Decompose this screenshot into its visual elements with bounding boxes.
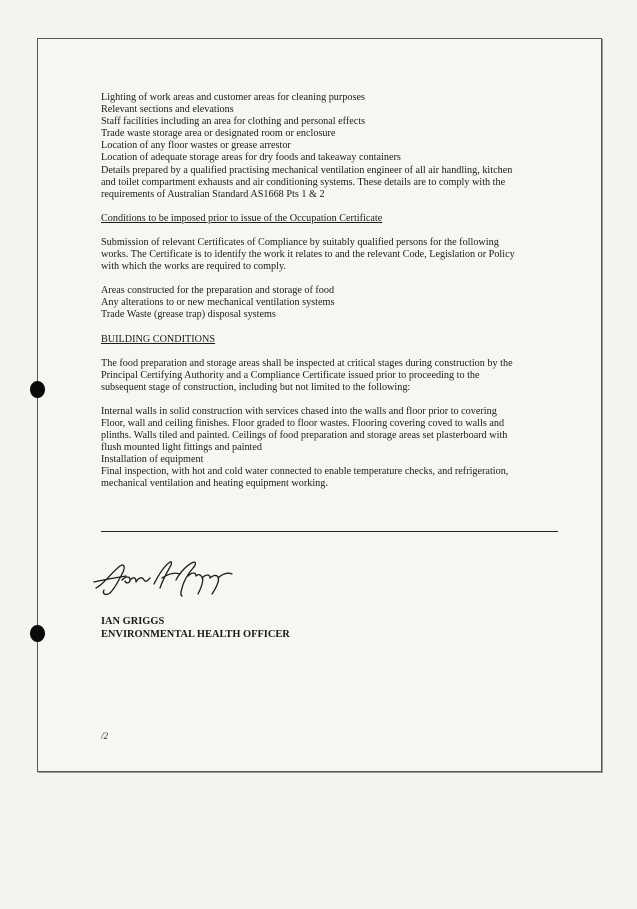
works-list: [101, 285, 558, 321]
paragraph-line: subsequent stage of construction, including but not limited to the following:: [101, 381, 411, 393]
paragraph-line: Principal Certifying Authority and a Compliance Certificate issued prior to proceeding to the: [101, 369, 480, 381]
list-item: Areas constructed for the preparation and storage of food: [101, 285, 335, 297]
submission-paragraph: [101, 237, 558, 273]
paragraph-line: Details prepared by a qualified practising mechanical ventilation engineer of all air handling, kitchen: [101, 164, 513, 176]
paragraph-line: and toilet compartment exhausts and air conditioning systems. These details are to comply with the: [101, 176, 506, 188]
list-item: Relevant sections and elevations: [101, 104, 234, 116]
list-item: Trade Waste (grease trap) disposal systems: [101, 309, 276, 321]
occupation-certificate-heading: Conditions to be imposed prior to issue of the Occupation Certificate: [101, 212, 383, 224]
ventilation-paragraph: [101, 165, 558, 201]
list-item: Internal walls in solid construction with services chased into the walls and floor prior to covering: [101, 405, 497, 417]
signature-block: [101, 615, 290, 642]
page-number: /2: [101, 731, 109, 741]
list-item: Staff facilities including an area for clothing and personal effects: [101, 116, 366, 128]
list-item: Floor, wall and ceiling finishes. Floor graded to floor wastes. Flooring covering coved to walls and: [101, 417, 505, 429]
list-item: Final inspection, with hot and cold water connected to enable temperature checks, and refrigeration,: [101, 466, 509, 478]
requirements-list: [101, 92, 558, 165]
building-conditions-heading: BUILDING CONDITIONS: [101, 333, 216, 345]
list-item: Location of any floor wastes or grease arrestor: [101, 140, 291, 152]
document-body: [101, 92, 558, 491]
paragraph-line: works. The Certificate is to identify the work it relates to and the relevant Code, Legislation or Policy: [101, 249, 515, 261]
punch-hole: [30, 625, 45, 642]
inspection-stages: [101, 406, 558, 491]
paragraph-line: with which the works are required to comply.: [101, 261, 286, 273]
handwritten-signature: [92, 558, 242, 598]
signatory-name: IAN GRIGGS: [101, 616, 165, 627]
punch-hole: [30, 381, 45, 398]
inspection-paragraph: [101, 358, 558, 394]
list-item: Any alterations to or new mechanical ventilation systems: [101, 297, 335, 309]
list-item: flush mounted light fittings and painted: [101, 442, 263, 454]
paragraph-line: The food preparation and storage areas shall be inspected at critical stages during construction by the: [101, 357, 513, 369]
list-item: Trade waste storage area or designated room or enclosure: [101, 128, 336, 140]
list-item: mechanical ventilation and heating equipment working.: [101, 478, 328, 490]
paragraph-line: Submission of relevant Certificates of Compliance by suitably qualified persons for the following: [101, 236, 499, 248]
list-item: Location of adequate storage areas for dry foods and takeaway containers: [101, 152, 401, 164]
list-item: Lighting of work areas and customer areas for cleaning purposes: [101, 92, 365, 103]
divider-rule: [101, 531, 558, 532]
signatory-title: ENVIRONMENTAL HEALTH OFFICER: [101, 629, 290, 641]
list-item: Installation of equipment: [101, 454, 204, 466]
list-item: plinths. Walls tiled and painted. Ceilings of food preparation and storage areas set plasterboard with: [101, 430, 508, 442]
paragraph-line: requirements of Australian Standard AS1668 Pts 1 & 2: [101, 188, 325, 200]
